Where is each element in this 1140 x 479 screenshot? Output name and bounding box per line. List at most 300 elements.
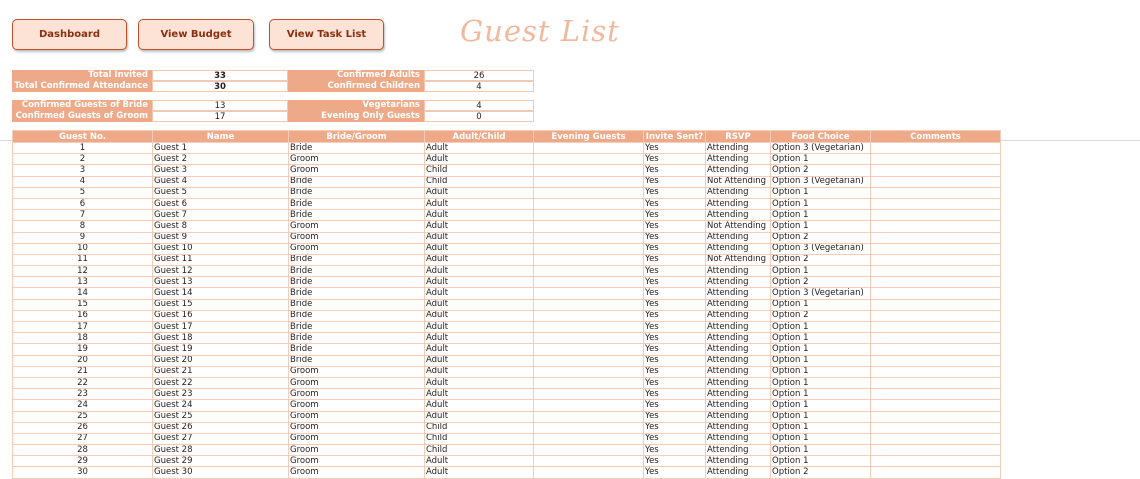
food-choice-cell[interactable]: Option 1 [771,355,871,366]
guest-no-cell[interactable]: 5 [13,187,153,198]
adult-child-cell[interactable]: Child [425,176,534,187]
invite-sent-cell[interactable]: Yes [644,243,706,254]
rsvp-cell[interactable]: Attending [706,422,771,433]
bride-groom-cell[interactable]: Bride [289,355,425,366]
rsvp-cell[interactable]: Attending [706,299,771,310]
adult-child-cell[interactable]: Adult [425,243,534,254]
table-row [13,154,1001,165]
bride-groom-cell[interactable]: Bride [289,187,425,198]
invite-sent-cell[interactable]: Yes [644,254,706,265]
comments-cell[interactable] [871,165,1001,176]
invite-sent-cell[interactable]: Yes [644,165,706,176]
bride-groom-cell[interactable]: Groom [289,445,425,456]
comments-cell[interactable] [871,411,1001,422]
guest-no-header: Guest No. [13,131,153,143]
guest-no-cell[interactable]: 2 [13,154,153,165]
groom-guests-value: 17 [152,111,288,122]
adult-child-cell[interactable]: Adult [425,322,534,333]
comments-cell[interactable] [871,198,1001,209]
evening-guests-cell[interactable] [534,277,644,288]
evening-guests-value: 0 [424,111,534,122]
adult-child-cell[interactable]: Adult [425,366,534,377]
rsvp-cell[interactable]: Attending [706,355,771,366]
rsvp-cell[interactable]: Not Attending [706,221,771,232]
invite-sent-cell[interactable]: Yes [644,433,706,444]
adult-child-cell[interactable]: Adult [425,411,534,422]
evening-guests-cell[interactable] [534,456,644,467]
guest-no-cell[interactable]: 23 [13,389,153,400]
adult-child-cell[interactable]: Adult [425,187,534,198]
adult-child-cell[interactable]: Adult [425,400,534,411]
guest-no-cell[interactable]: 11 [13,254,153,265]
food-choice-cell[interactable]: Option 3 (Vegetarian) [771,288,871,299]
rsvp-cell[interactable]: Attending [706,322,771,333]
bride-groom-cell[interactable]: Groom [289,467,425,478]
invite-sent-cell[interactable]: Yes [644,277,706,288]
name-cell[interactable]: Guest 7 [153,210,289,221]
total-invited-value: 33 [152,70,288,81]
food-choice-cell[interactable]: Option 3 (Vegetarian) [771,143,871,154]
evening-guests-cell[interactable] [534,366,644,377]
comments-cell[interactable] [871,433,1001,444]
comments-cell[interactable] [871,445,1001,456]
guest-no-cell[interactable]: 6 [13,198,153,209]
rsvp-cell[interactable]: Attending [706,333,771,344]
rsvp-cell[interactable]: Attending [706,187,771,198]
food-choice-cell[interactable]: Option 1 [771,456,871,467]
comments-cell[interactable] [871,266,1001,277]
groom-guests-label: Confirmed Guests of Groom [12,111,152,122]
guest-no-cell[interactable]: 28 [13,445,153,456]
evening-guests-cell[interactable] [534,322,644,333]
name-cell[interactable]: Guest 26 [153,422,289,433]
bride-groom-cell[interactable]: Groom [289,400,425,411]
guest-no-cell[interactable]: 18 [13,333,153,344]
invite-sent-cell[interactable]: Yes [644,266,706,277]
total-invited-label: Total Invited [12,70,152,81]
invite-sent-cell[interactable]: Yes [644,322,706,333]
name-cell[interactable]: Guest 17 [153,322,289,333]
food-choice-cell[interactable]: Option 1 [771,422,871,433]
evening-guests-cell[interactable] [534,210,644,221]
name-cell[interactable]: Guest 12 [153,266,289,277]
food-choice-cell[interactable]: Option 1 [771,344,871,355]
guest-no-cell[interactable]: 22 [13,377,153,388]
evening-guests-cell[interactable] [534,187,644,198]
comments-cell[interactable] [871,422,1001,433]
rsvp-cell[interactable]: Attending [706,389,771,400]
comments-cell[interactable] [871,243,1001,254]
adult-child-cell[interactable]: Adult [425,221,534,232]
comments-cell[interactable] [871,277,1001,288]
rsvp-cell[interactable]: Not Attending [706,176,771,187]
rsvp-cell[interactable]: Attending [706,165,771,176]
name-cell[interactable]: Guest 25 [153,411,289,422]
food-choice-cell[interactable]: Option 2 [771,232,871,243]
food-choice-cell[interactable]: Option 2 [771,254,871,265]
bride-groom-cell[interactable]: Groom [289,243,425,254]
rsvp-cell[interactable]: Attending [706,277,771,288]
table-row [13,456,1001,467]
evening-guests-cell[interactable] [534,198,644,209]
bride-groom-cell[interactable]: Groom [289,366,425,377]
evening-guests-cell[interactable] [534,445,644,456]
evening-guests-cell[interactable] [534,310,644,321]
bride-groom-cell[interactable]: Groom [289,422,425,433]
adult-child-cell[interactable]: Adult [425,288,534,299]
invite-sent-cell[interactable]: Yes [644,456,706,467]
table-row [13,277,1001,288]
food-choice-cell[interactable]: Option 1 [771,433,871,444]
confirmed-children-value: 4 [424,81,534,92]
table-row [13,310,1001,321]
adult-child-cell[interactable]: Adult [425,456,534,467]
invite-sent-cell[interactable]: Yes [644,187,706,198]
food-choice-cell[interactable]: Option 1 [771,221,871,232]
food-choice-cell[interactable]: Option 1 [771,366,871,377]
rsvp-cell[interactable]: Attending [706,198,771,209]
bride-groom-cell[interactable]: Bride [289,254,425,265]
adult-child-cell[interactable]: Adult [425,355,534,366]
invite-sent-cell[interactable]: Yes [644,232,706,243]
adult-child-cell[interactable]: Adult [425,154,534,165]
food-choice-cell[interactable]: Option 3 (Vegetarian) [771,176,871,187]
name-cell[interactable]: Guest 5 [153,187,289,198]
guest-no-cell[interactable]: 15 [13,299,153,310]
adult-child-cell[interactable]: Adult [425,377,534,388]
evening-guests-cell[interactable] [534,221,644,232]
evening-guests-cell[interactable] [534,422,644,433]
comments-cell[interactable] [871,355,1001,366]
name-cell[interactable]: Guest 14 [153,288,289,299]
guest-no-cell[interactable]: 13 [13,277,153,288]
bride-groom-cell[interactable]: Groom [289,411,425,422]
name-cell[interactable]: Guest 27 [153,433,289,444]
comments-cell[interactable] [871,210,1001,221]
evening-guests-header: Evening Guests [534,131,644,143]
rsvp-cell[interactable]: Attending [706,467,771,478]
name-cell[interactable]: Guest 3 [153,165,289,176]
bride-groom-cell[interactable]: Bride [289,344,425,355]
table-row [13,210,1001,221]
table-row [13,433,1001,444]
bride-groom-cell[interactable]: Groom [289,433,425,444]
name-cell[interactable]: Guest 16 [153,310,289,321]
invite-sent-cell[interactable]: Yes [644,467,706,478]
name-cell[interactable]: Guest 19 [153,344,289,355]
guest-no-cell[interactable]: 9 [13,232,153,243]
guest-no-cell[interactable]: 24 [13,400,153,411]
food-choice-cell[interactable]: Option 2 [771,310,871,321]
comments-cell[interactable] [871,232,1001,243]
comments-cell[interactable] [871,333,1001,344]
evening-guests-cell[interactable] [534,288,644,299]
comments-cell[interactable] [871,389,1001,400]
confirmed-adults-value: 26 [424,70,534,81]
name-cell[interactable]: Guest 1 [153,143,289,154]
comments-cell[interactable] [871,366,1001,377]
bride-guests-value: 13 [152,100,288,111]
guest-no-cell[interactable]: 10 [13,243,153,254]
food-choice-cell[interactable]: Option 1 [771,210,871,221]
comments-cell[interactable] [871,254,1001,265]
food-choice-cell[interactable]: Option 1 [771,333,871,344]
rsvp-cell[interactable]: Attending [706,456,771,467]
evening-guests-cell[interactable] [534,344,644,355]
comments-cell[interactable] [871,176,1001,187]
guest-no-cell[interactable]: 4 [13,176,153,187]
food-choice-cell[interactable]: Option 1 [771,377,871,388]
guest-no-cell[interactable]: 20 [13,355,153,366]
comments-cell[interactable] [871,322,1001,333]
name-cell[interactable]: Guest 18 [153,333,289,344]
name-cell[interactable]: Guest 29 [153,456,289,467]
bride-groom-cell[interactable]: Bride [289,333,425,344]
evening-guests-cell[interactable] [534,299,644,310]
comments-cell[interactable] [871,143,1001,154]
guest-no-cell[interactable]: 16 [13,310,153,321]
invite-sent-cell[interactable]: Yes [644,299,706,310]
evening-guests-cell[interactable] [534,400,644,411]
evening-guests-cell[interactable] [534,467,644,478]
name-cell[interactable]: Guest 28 [153,445,289,456]
view-task-list-button[interactable]: View Task List [269,19,384,50]
adult-child-cell[interactable]: Child [425,433,534,444]
guest-no-cell[interactable]: 14 [13,288,153,299]
adult-child-cell[interactable]: Adult [425,333,534,344]
evening-guests-cell[interactable] [534,355,644,366]
evening-guests-cell[interactable] [534,232,644,243]
adult-child-cell[interactable]: Adult [425,467,534,478]
invite-sent-cell[interactable]: Yes [644,411,706,422]
evening-guests-cell[interactable] [534,411,644,422]
comments-cell[interactable] [871,288,1001,299]
name-cell[interactable]: Guest 20 [153,355,289,366]
evening-guests-cell[interactable] [534,266,644,277]
food-choice-cell[interactable]: Option 1 [771,266,871,277]
evening-guests-cell[interactable] [534,243,644,254]
table-row [13,254,1001,265]
guest-no-cell[interactable]: 26 [13,422,153,433]
rsvp-cell[interactable]: Attending [706,232,771,243]
name-cell[interactable]: Guest 9 [153,232,289,243]
invite-sent-cell[interactable]: Yes [644,210,706,221]
comments-cell[interactable] [871,299,1001,310]
invite-sent-cell[interactable]: Yes [644,344,706,355]
food-choice-cell[interactable]: Option 2 [771,467,871,478]
invite-sent-cell[interactable]: Yes [644,400,706,411]
invite-sent-cell[interactable]: Yes [644,310,706,321]
invite-sent-cell[interactable]: Yes [644,176,706,187]
bride-groom-cell[interactable]: Groom [289,221,425,232]
food-choice-cell[interactable]: Option 1 [771,187,871,198]
comments-cell[interactable] [871,456,1001,467]
name-cell[interactable]: Guest 4 [153,176,289,187]
bride-groom-cell[interactable]: Bride [289,277,425,288]
food-choice-cell[interactable]: Option 1 [771,322,871,333]
bride-groom-cell[interactable]: Bride [289,210,425,221]
rsvp-cell[interactable]: Attending [706,377,771,388]
food-choice-cell[interactable]: Option 1 [771,299,871,310]
food-choice-cell[interactable]: Option 1 [771,445,871,456]
guest-no-cell[interactable]: 27 [13,433,153,444]
comments-cell[interactable] [871,344,1001,355]
invite-sent-cell[interactable]: Yes [644,143,706,154]
name-cell[interactable]: Guest 21 [153,366,289,377]
food-choice-cell[interactable]: Option 1 [771,198,871,209]
rsvp-cell[interactable]: Attending [706,433,771,444]
name-cell[interactable]: Guest 2 [153,154,289,165]
invite-sent-cell[interactable]: Yes [644,288,706,299]
evening-guests-cell[interactable] [534,154,644,165]
bride-groom-cell[interactable]: Bride [289,198,425,209]
invite-sent-cell[interactable]: Yes [644,198,706,209]
comments-cell[interactable] [871,377,1001,388]
comments-cell[interactable] [871,467,1001,478]
evening-guests-cell[interactable] [534,143,644,154]
invite-sent-cell[interactable]: Yes [644,445,706,456]
rsvp-cell[interactable]: Attending [706,400,771,411]
adult-child-cell[interactable]: Adult [425,310,534,321]
table-row [13,389,1001,400]
adult-child-cell[interactable]: Adult [425,299,534,310]
food-choice-cell[interactable]: Option 2 [771,277,871,288]
view-budget-button[interactable]: View Budget [138,19,254,50]
bride-groom-cell[interactable]: Bride [289,299,425,310]
rsvp-cell[interactable]: Attending [706,344,771,355]
name-cell[interactable]: Guest 10 [153,243,289,254]
invite-sent-cell[interactable]: Yes [644,422,706,433]
bride-groom-cell[interactable]: Groom [289,389,425,400]
adult-child-cell[interactable]: Adult [425,266,534,277]
guest-no-cell[interactable]: 7 [13,210,153,221]
guest-no-cell[interactable]: 19 [13,344,153,355]
rsvp-header: RSVP [706,131,771,143]
food-choice-cell[interactable]: Option 1 [771,154,871,165]
invite-sent-cell[interactable]: Yes [644,355,706,366]
adult-child-cell[interactable]: Adult [425,198,534,209]
bride-groom-cell[interactable]: Bride [289,176,425,187]
name-cell[interactable]: Guest 23 [153,389,289,400]
invite-sent-cell[interactable]: Yes [644,333,706,344]
invite-sent-header: Invite Sent? [644,131,706,143]
bride-groom-cell[interactable]: Bride [289,143,425,154]
guest-no-cell[interactable]: 1 [13,143,153,154]
bride-groom-header: Bride/Groom [289,131,425,143]
table-row [13,366,1001,377]
bride-groom-cell[interactable]: Bride [289,322,425,333]
rsvp-cell[interactable]: Attending [706,143,771,154]
rsvp-cell[interactable]: Attending [706,366,771,377]
adult-child-cell[interactable]: Adult [425,232,534,243]
bride-groom-cell[interactable]: Bride [289,266,425,277]
food-choice-cell[interactable]: Option 2 [771,165,871,176]
name-cell[interactable]: Guest 15 [153,299,289,310]
comments-cell[interactable] [871,310,1001,321]
bride-groom-cell[interactable]: Groom [289,456,425,467]
name-cell[interactable]: Guest 24 [153,400,289,411]
bride-groom-cell[interactable]: Groom [289,232,425,243]
rsvp-cell[interactable]: Attending [706,154,771,165]
invite-sent-cell[interactable]: Yes [644,154,706,165]
adult-child-cell[interactable]: Child [425,165,534,176]
rsvp-cell[interactable]: Not Attending [706,254,771,265]
name-header: Name [153,131,289,143]
adult-child-cell[interactable]: Adult [425,277,534,288]
evening-guests-label: Evening Only Guests [288,111,424,122]
name-cell[interactable]: Guest 8 [153,221,289,232]
rsvp-cell[interactable]: Attending [706,411,771,422]
adult-child-cell[interactable]: Child [425,422,534,433]
rsvp-cell[interactable]: Attending [706,266,771,277]
bride-groom-cell[interactable]: Groom [289,154,425,165]
guest-no-cell[interactable]: 29 [13,456,153,467]
comments-cell[interactable] [871,221,1001,232]
bride-groom-cell[interactable]: Bride [289,310,425,321]
table-row [13,198,1001,209]
evening-guests-cell[interactable] [534,377,644,388]
adult-child-cell[interactable]: Child [425,445,534,456]
dashboard-button[interactable]: Dashboard [12,19,127,50]
evening-guests-cell[interactable] [534,176,644,187]
guest-no-cell[interactable]: 12 [13,266,153,277]
food-choice-cell[interactable]: Option 3 (Vegetarian) [771,243,871,254]
evening-guests-cell[interactable] [534,165,644,176]
evening-guests-cell[interactable] [534,333,644,344]
rsvp-cell[interactable]: Attending [706,243,771,254]
rsvp-cell[interactable]: Attending [706,445,771,456]
table-row [13,221,1001,232]
guest-no-cell[interactable]: 21 [13,366,153,377]
name-cell[interactable]: Guest 30 [153,467,289,478]
guest-no-cell[interactable]: 3 [13,165,153,176]
name-cell[interactable]: Guest 6 [153,198,289,209]
invite-sent-cell[interactable]: Yes [644,389,706,400]
name-cell[interactable]: Guest 11 [153,254,289,265]
adult-child-cell[interactable]: Adult [425,254,534,265]
comments-cell[interactable] [871,154,1001,165]
food-choice-cell[interactable]: Option 1 [771,411,871,422]
guest-no-cell[interactable]: 30 [13,467,153,478]
table-row [13,445,1001,456]
bride-groom-cell[interactable]: Bride [289,288,425,299]
evening-guests-cell[interactable] [534,433,644,444]
rsvp-cell[interactable]: Attending [706,310,771,321]
name-cell[interactable]: Guest 22 [153,377,289,388]
adult-child-cell[interactable]: Adult [425,389,534,400]
adult-child-cell[interactable]: Adult [425,143,534,154]
invite-sent-cell[interactable]: Yes [644,221,706,232]
rsvp-cell[interactable]: Attending [706,210,771,221]
bride-groom-cell[interactable]: Groom [289,165,425,176]
guest-no-cell[interactable]: 8 [13,221,153,232]
guest-no-cell[interactable]: 25 [13,411,153,422]
food-choice-cell[interactable]: Option 1 [771,400,871,411]
comments-cell[interactable] [871,187,1001,198]
adult-child-cell[interactable]: Adult [425,210,534,221]
comments-cell[interactable] [871,400,1001,411]
invite-sent-cell[interactable]: Yes [644,377,706,388]
evening-guests-cell[interactable] [534,254,644,265]
rsvp-cell[interactable]: Attending [706,288,771,299]
adult-child-cell[interactable]: Adult [425,344,534,355]
name-cell[interactable]: Guest 13 [153,277,289,288]
evening-guests-cell[interactable] [534,389,644,400]
bride-groom-cell[interactable]: Groom [289,377,425,388]
food-choice-cell[interactable]: Option 1 [771,389,871,400]
invite-sent-cell[interactable]: Yes [644,366,706,377]
guest-no-cell[interactable]: 17 [13,322,153,333]
